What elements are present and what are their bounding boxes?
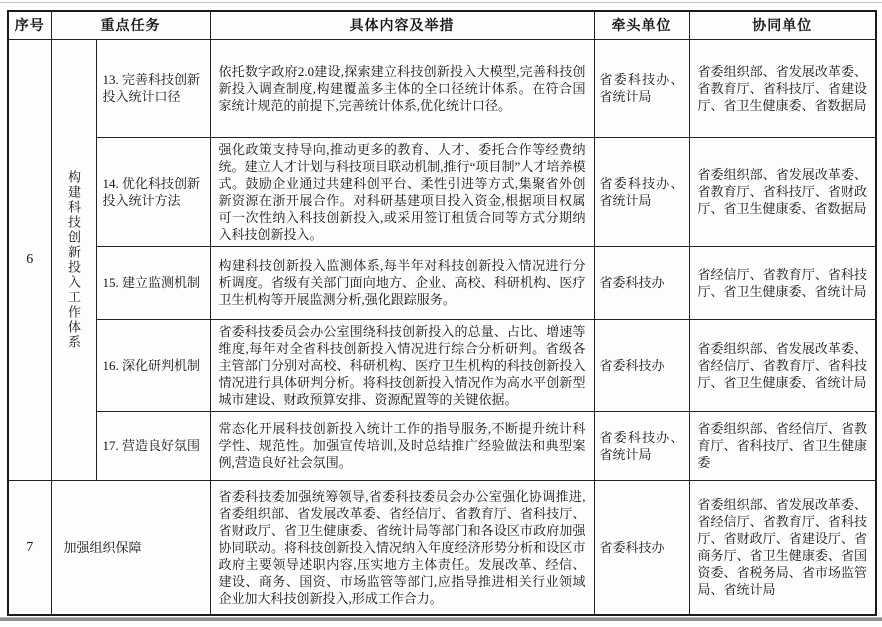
page-top-rule: [0, 2, 882, 3]
lead-15-cell: 省委科技办: [594, 246, 689, 319]
header-serial: 序号: [8, 11, 51, 39]
task-17-cell: 17. 营造良好氛围: [96, 411, 210, 480]
table-row: [8, 246, 876, 319]
content-14-cell: 强化政策支持导向,推动更多的教育、人才、委托合作等经费纳统。建立人才计划与科技项目联动机制,推行“项目制”人才培养模式。鼓励企业通过共建科创平台、柔性引进等方式,集聚省外创新资源在浙开展合作。对科研基建项目投入资金,根据项目权属可一次性纳入科技创新投入,或采用签订租赁合同等方式分期纳入科技创新投入。: [210, 137, 594, 246]
page-bottom-rule: [0, 617, 882, 621]
task-15-cell: 15. 建立监测机制: [96, 246, 210, 319]
content-15-cell: 构建科技创新投入监测体系,每半年对科技创新投入情况进行分析调度。省级有关部门面向地方、企业、高校、科研机构、医疗卫生机构等开展监测分析,强化跟踪服务。: [210, 246, 594, 319]
table-row: [8, 319, 876, 411]
content-13-cell: 依托数字政府2.0建设,探索建立科技创新投入大模型,完善科技创新投入调查制度,构建覆盖多主体的全口径统计体系。在符合国家统计规范的前提下,完善统计体系,优化统计口径。: [210, 39, 594, 137]
table-row: [8, 39, 876, 137]
collab-13-cell: 省委组织部、省发展改革委、省教育厅、省科技厅、省建设厅、省卫生健康委、省数据局: [689, 39, 876, 137]
header-content-measures: 具体内容及举措: [210, 11, 594, 39]
header-lead-unit: 牵头单位: [594, 11, 689, 39]
table-row: [8, 411, 876, 480]
task-7-cell: 加强组织保障: [51, 480, 210, 615]
task-16-cell: 16. 深化研判机制: [96, 319, 210, 411]
content-7-cell: 省委科技委加强统筹领导,省委科技委员会办公室强化协调推进,省委组织部、省发展改革委、省经信厅、省教育厅、省科技厅、省财政厅、省卫生健康委、省统计局等部门和各设区市政府加强协同联动。将科技创新投入情况纳入年度经济形势分析和设区市政府主要领导述职内容,压实地方主体责任。发展改革、经信、建设、商务、国资、市场监管等部门,应指导推进相关行业领域企业加大科技创新投入,形成工作合力。: [210, 480, 594, 615]
table-row: [8, 480, 876, 615]
lead-14-cell: 省委科技办、省统计局: [594, 137, 689, 246]
lead-7-cell: 省委科技办: [594, 480, 689, 615]
collab-15-cell: 省经信厅、省教育厅、省科技厅、省卫生健康委、省统计局: [689, 246, 876, 319]
header-key-tasks: 重点任务: [51, 11, 210, 39]
category-6-vertical-label: 构建科技创新投入工作体系: [66, 169, 81, 350]
lead-16-cell: 省委科技办: [594, 319, 689, 411]
header-collab-unit: 协同单位: [689, 11, 876, 39]
table-row: [8, 137, 876, 246]
collab-14-cell: 省委组织部、省发展改革委、省教育厅、省科技厅、省财政厅、省卫生健康委、省数据局: [689, 137, 876, 246]
task-plan-table: [7, 10, 877, 616]
content-16-cell: 省委科技委员会办公室围绕科技创新投入的总量、占比、增速等维度,每年对全省科技创新投入情况进行综合分析研判。省级各主管部门分别对高校、科研机构、医疗卫生机构的科技创新投入情况进行具体研判分析。将科技创新投入情况作为高水平创新型城市建设、财政预算安排、资源配置等的关键依据。: [210, 319, 594, 411]
task-14-cell: 14. 优化科技创新投入统计方法: [96, 137, 210, 246]
collab-7-cell: 省委组织部、省发展改革委、省经信厅、省教育厅、省科技厅、省财政厅、省建设厅、省商务厅、省卫生健康委、省国资委、省税务局、省市场监管局、省统计局: [689, 480, 876, 615]
collab-17-cell: 省委组织部、省经信厅、省教育厅、省科技厅、省卫生健康委: [689, 411, 876, 480]
collab-16-cell: 省委组织部、省发展改革委、省经信厅、省教育厅、省科技厅、省卫生健康委、省统计局: [689, 319, 876, 411]
lead-17-cell: 省委科技办、省统计局: [594, 411, 689, 480]
serial-7-cell: 7: [8, 480, 51, 615]
content-17-cell: 常态化开展科技创新投入统计工作的指导服务,不断提升统计科学性、规范性。加强宣传培训,及时总结推广经验做法和典型案例,营造良好社会氛围。: [210, 411, 594, 480]
header-row: [8, 11, 876, 39]
category-6-cell: [51, 39, 96, 480]
task-13-cell: 13. 完善科技创新投入统计口径: [96, 39, 210, 137]
lead-13-cell: 省委科技办、省统计局: [594, 39, 689, 137]
serial-6-cell: 6: [8, 39, 51, 480]
